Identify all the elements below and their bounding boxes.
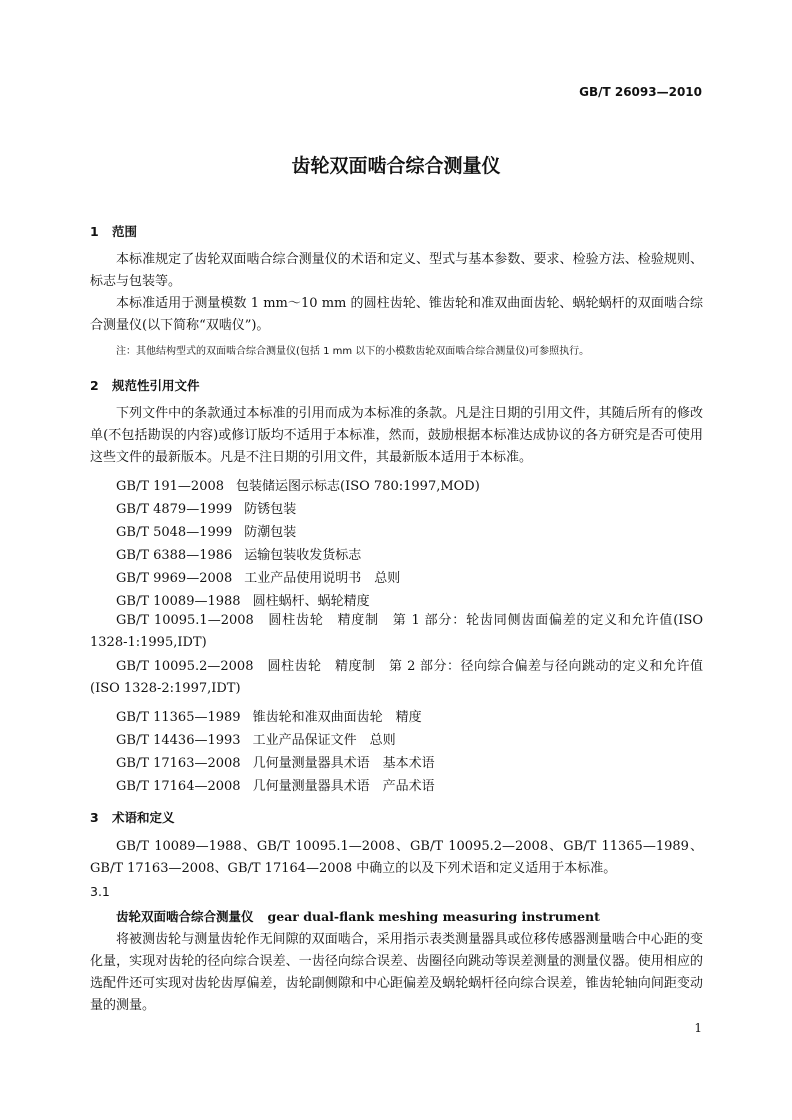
reference-code: GB/T 10095.2—2008 [116, 659, 254, 674]
reference-title: 几何量测量器具术语 产品术语 [252, 779, 435, 794]
section-1-number: 1 [90, 224, 99, 239]
term-3-1 [116, 907, 600, 925]
reference-item [116, 475, 480, 494]
page-number: 1 [694, 1021, 702, 1035]
section-3-title: 术语和定义 [112, 810, 175, 825]
section-1-heading [90, 222, 137, 240]
section-2-heading [90, 376, 200, 394]
reference-code: GB/T 17164—2008 [116, 779, 241, 794]
reference-code: GB/T 5048—1999 [116, 525, 233, 540]
standard-code: GB/T 26093—2010 [579, 85, 702, 99]
section-3-number: 3 [90, 810, 99, 825]
reference-code: GB/T 17163—2008 [116, 756, 241, 771]
reference-item [116, 775, 435, 794]
term-3-1-definition-block [90, 929, 703, 1017]
reference-title: 工业产品使用说明书 总则 [244, 571, 401, 586]
reference-title: 包装储运图示标志(ISO 780:1997,MOD) [236, 479, 480, 494]
reference-code: GB/T 10095.1—2008 [116, 613, 254, 628]
section-2-title: 规范性引用文件 [112, 378, 200, 393]
section-1-note: 注：其他结构型式的双面啮合综合测量仪(包括 1 mm 以下的小模数齿轮双面啮合综合测量仪)可参照执行。 [116, 346, 590, 357]
reference-title: 防潮包装 [244, 525, 297, 540]
reference-title: 圆柱齿轮 精度制 第 1 部分：轮齿同侧齿面偏差的定义和允许值(ISO 1328-1:1995,IDT) [90, 613, 703, 650]
page-title: 齿轮双面啮合综合测量仪 [291, 155, 501, 177]
reference-code: GB/T 4879—1999 [116, 502, 233, 517]
section-3-heading [90, 808, 175, 826]
reference-title: 锥齿轮和准双曲面齿轮 精度 [252, 710, 422, 725]
reference-item [116, 729, 396, 748]
section-2-body [90, 403, 703, 469]
reference-code: GB/T 191—2008 [116, 479, 225, 494]
section-3-intro: GB/T 10089—1988、GB/T 10095.1—2008、GB/T 10095.2—2008、GB/T 11365—1989、GB/T 17163—2008、GB/T 17164—2008 中确立的以及下列术语和定义适用于本标准。 [90, 839, 704, 876]
section-1-para-1: 本标准规定了齿轮双面啮合综合测量仪的术语和定义、型式与基本参数、要求、检验方法、检验规则、标志与包装等。 [90, 252, 703, 289]
reference-code: GB/T 10089—1988 [116, 594, 241, 609]
reference-title: 圆柱齿轮 精度制 第 2 部分：径向综合偏差与径向跳动的定义和允许值(ISO 1328-2:1997,IDT) [90, 659, 703, 696]
subsection-3-1-number: 3.1 [90, 884, 110, 899]
reference-item [116, 567, 400, 586]
reference-item [116, 544, 361, 563]
reference-item [116, 498, 296, 517]
section-1-title: 范围 [112, 224, 138, 239]
reference-item [116, 590, 370, 609]
section-2-intro: 下列文件中的条款通过本标准的引用而成为本标准的条款。凡是注日期的引用文件，其随后所有的修改单(不包括勘误的内容)或修订版均不适用于本标准，然而，鼓励根据本标准达成协议的各方研究是否可使用这些文件的最新版本。凡是不注日期的引用文件，其最新版本适用于本标准。 [90, 406, 703, 465]
reference-item [116, 706, 422, 725]
reference-item [90, 610, 703, 654]
reference-item [116, 752, 435, 771]
reference-title: 工业产品保证文件 总则 [252, 733, 396, 748]
term-chinese: 齿轮双面啮合综合测量仪 [116, 909, 254, 924]
section-2-number: 2 [90, 378, 99, 393]
reference-title: 圆柱蜗杆、蜗轮精度 [252, 594, 370, 609]
term-english: gear dual-flank meshing measuring instrument [267, 909, 600, 924]
section-1-body [90, 249, 703, 337]
reference-code: GB/T 9969—2008 [116, 571, 233, 586]
term-3-1-definition: 将被测齿轮与测量齿轮作无间隙的双面啮合，采用指示表类测量器具或位移传感器测量啮合中心距的变化量，实现对齿轮的径向综合误差、一齿径向综合误差、齿圈径向跳动等误差测量的测量仪器。使用相应的选配件还可实现对齿轮齿厚偏差，齿轮副侧隙和中心距偏差及蜗轮蜗杆径向综合误差，锥齿轮轴向间距变动量的测量。 [90, 932, 703, 1013]
reference-title: 运输包装收发货标志 [244, 548, 362, 563]
section-3-body [90, 836, 703, 880]
reference-item [90, 656, 703, 700]
reference-code: GB/T 11365—1989 [116, 710, 241, 725]
reference-code: GB/T 14436—1993 [116, 733, 241, 748]
reference-item [116, 521, 296, 540]
reference-title: 几何量测量器具术语 基本术语 [252, 756, 435, 771]
section-1-para-2: 本标准适用于测量模数 1 mm～10 mm 的圆柱齿轮、锥齿轮和准双曲面齿轮、蜗轮蜗杆的双面啮合综合测量仪(以下简称“双啮仪”)。 [90, 296, 703, 333]
reference-code: GB/T 6388—1986 [116, 548, 233, 563]
reference-title: 防锈包装 [244, 502, 297, 517]
